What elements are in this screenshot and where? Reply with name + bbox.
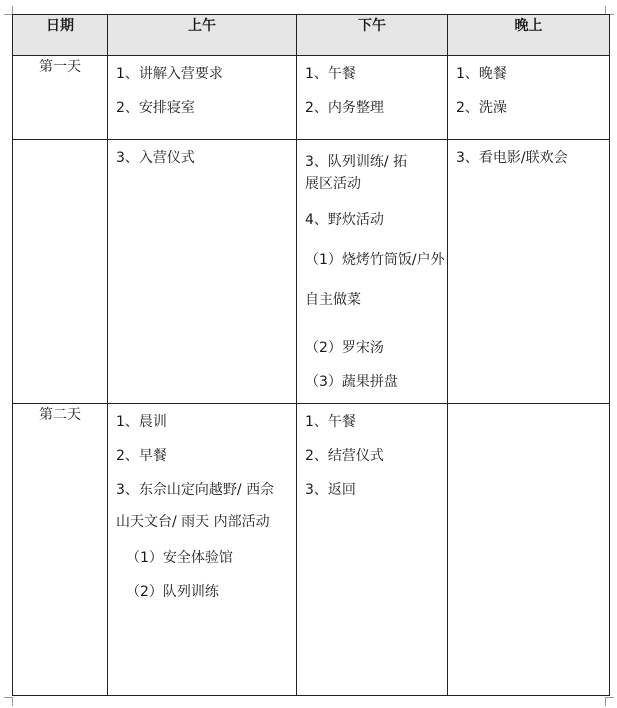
schedule-item: 3、东佘山定向越野/ 西佘 — [116, 482, 275, 498]
schedule-item: 3、队列训练/ 拓 — [305, 154, 408, 170]
header-morning: 上午 — [108, 15, 297, 56]
table-row-day2 — [13, 404, 610, 696]
corner-mark-bottom-left — [4, 697, 13, 706]
schedule-item: 2、结营仪式 — [305, 448, 384, 464]
cell-afternoon — [297, 404, 448, 696]
cell-afternoon — [297, 56, 448, 140]
cell-morning — [108, 56, 297, 140]
header-afternoon: 下午 — [297, 15, 448, 56]
cell-morning — [108, 404, 297, 696]
header-date: 日期 — [13, 15, 108, 56]
schedule-subitem: （2）罗宋汤 — [305, 340, 384, 356]
day-label — [13, 140, 108, 404]
schedule-item: 自主做菜 — [305, 292, 361, 308]
schedule-item: 2、早餐 — [116, 448, 167, 464]
schedule-subitem: （3）蔬果拼盘 — [305, 374, 398, 390]
schedule-item: 1、讲解入营要求 — [116, 66, 223, 82]
schedule-table — [12, 14, 610, 696]
corner-mark-bottom-right — [605, 697, 614, 706]
day-label: 第二天 — [13, 404, 108, 696]
schedule-item: 2、洗澡 — [456, 100, 507, 116]
schedule-item: 3、返回 — [305, 482, 356, 498]
schedule-subitem: （1）安全体验馆 — [126, 550, 233, 566]
header-evening: 晚上 — [448, 15, 610, 56]
schedule-item: 山天文台/ 雨天 内部活动 — [116, 514, 270, 530]
schedule-item: 2、安排寝室 — [116, 100, 195, 116]
schedule-item: 1、晚餐 — [456, 66, 507, 82]
cell-evening — [448, 56, 610, 140]
schedule-subitem: （1）烧烤竹筒饭/户外 — [305, 252, 445, 268]
table-row-day1-cont — [13, 140, 610, 404]
schedule-subitem: （2）队列训练 — [126, 584, 219, 600]
table-row-day1 — [13, 56, 610, 140]
schedule-item: 3、入营仪式 — [116, 150, 195, 166]
cell-afternoon — [297, 140, 448, 404]
schedule-item: 4、野炊活动 — [305, 212, 384, 228]
schedule-item: 2、内务整理 — [305, 100, 384, 116]
schedule-item: 展区活动 — [305, 176, 361, 192]
schedule-item: 1、晨训 — [116, 414, 167, 430]
day-label: 第一天 — [13, 56, 108, 140]
cell-evening — [448, 140, 610, 404]
cell-evening — [448, 404, 610, 696]
schedule-item: 1、午餐 — [305, 66, 356, 82]
schedule-item: 1、午餐 — [305, 414, 356, 430]
header-row — [13, 15, 610, 56]
cell-morning — [108, 140, 297, 404]
schedule-item: 3、看电影/联欢会 — [456, 150, 568, 166]
